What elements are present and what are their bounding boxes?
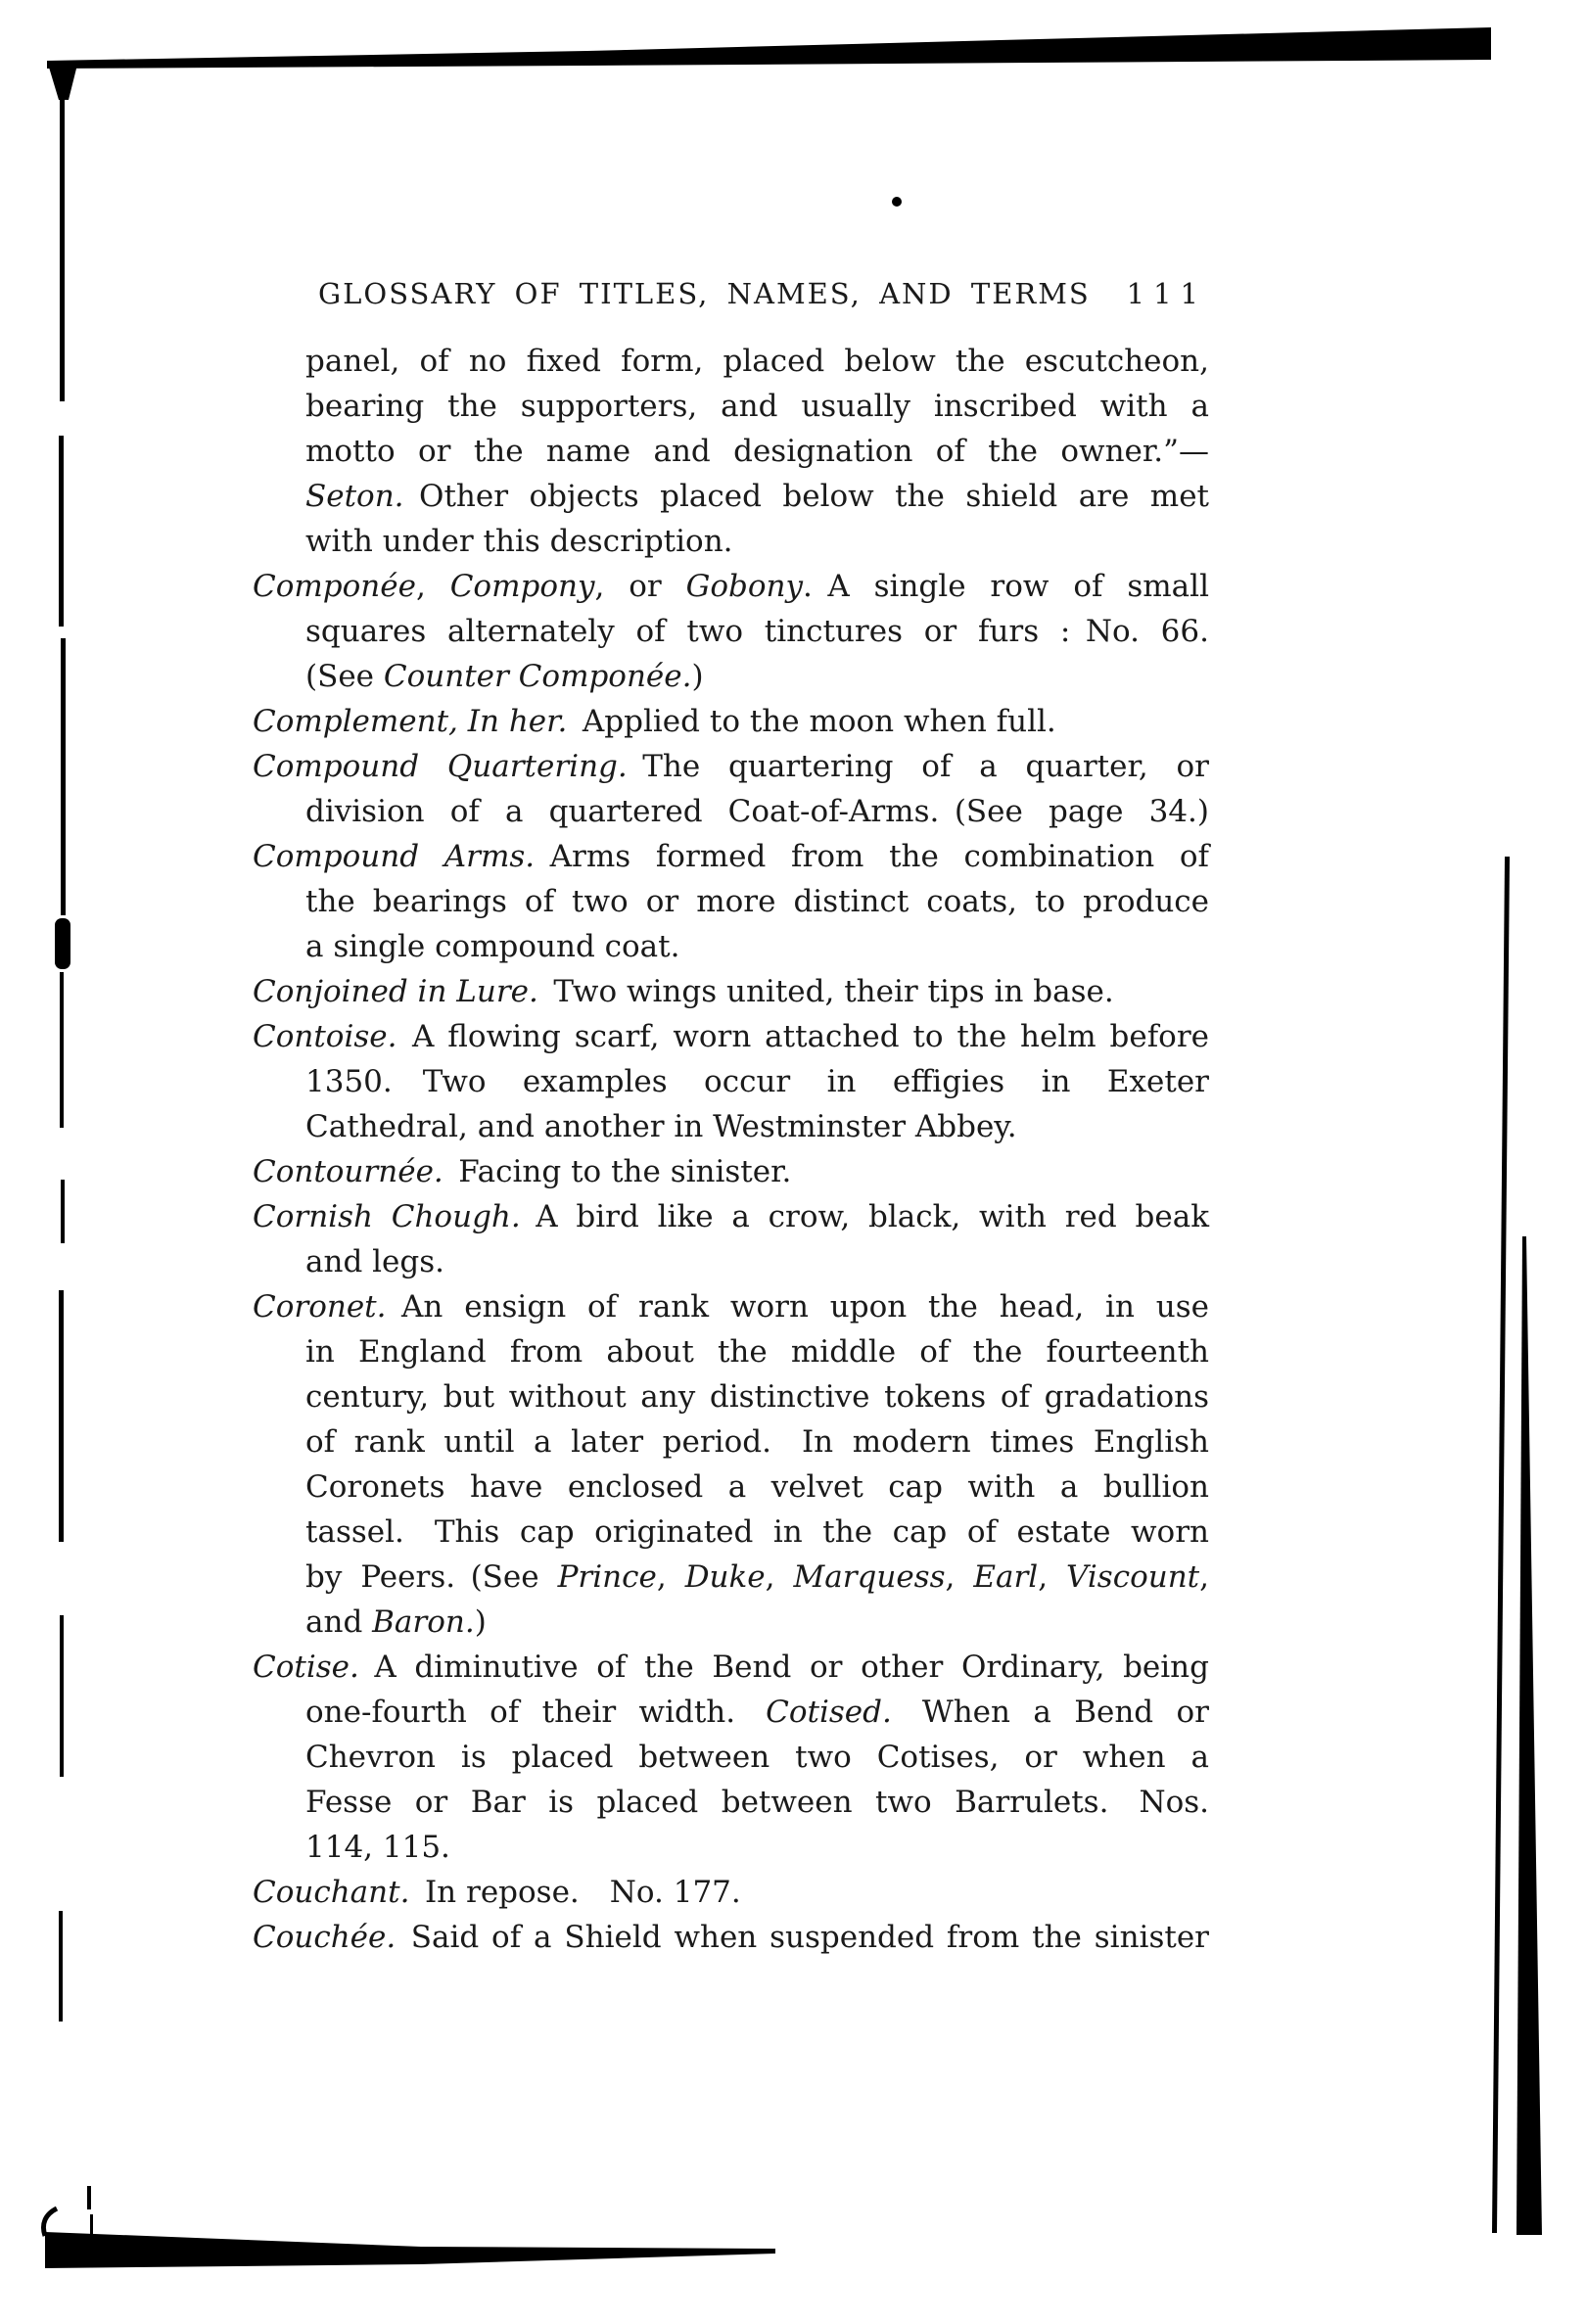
glossary-body-text: , [415,569,450,604]
text-line [253,1915,1209,1960]
text-line [305,1104,1209,1149]
glossary-term-text: Viscount [1066,1559,1200,1595]
page-header [318,277,1207,310]
scan-artifact-top-band [47,27,1491,69]
page-number: 111 [1126,277,1207,310]
glossary-body-text: Fesse or Bar is placed between two Barrulets. Nos. [305,1785,1209,1820]
glossary-body-text: motto or the name and designation of the owner.”— [305,434,1209,469]
glossary-term-text: Contoise. [253,1019,397,1054]
glossary-body-text: Coronets have enclosed a velvet cap with a bullion [305,1469,1209,1505]
page-title: GLOSSARY OF TITLES, NAMES, AND TERMS [318,277,1091,310]
glossary-term-text: Cotised. [766,1695,892,1730]
glossary-term-text: Compound Arms. [253,839,536,874]
text-line [253,1149,1209,1194]
glossary-term-text: Seton. [305,479,404,514]
glossary-body-text: the bearings of two or more distinct coats, to produce [305,884,1209,919]
glossary-term-text: Complement, In her. [253,704,568,739]
text-line [253,969,1209,1014]
glossary-body-text: An ensign of rank worn upon the head, in use [386,1289,1209,1325]
text-line [305,339,1209,384]
glossary-body-text: , [656,1559,685,1595]
body-text [253,339,1209,1960]
glossary-body-text: , [765,1559,794,1595]
text-line [305,1555,1209,1600]
glossary-body-text: A flowing scarf, worn attached to the helm before [396,1019,1209,1054]
text-line [305,1374,1209,1419]
text-line [305,1825,1209,1870]
text-line [305,474,1209,519]
glossary-body-text: 1350. Two examples occur in effigies in Exeter [305,1064,1209,1099]
glossary-body-text: tassel. This cap originated in the cap of estate worn [305,1514,1209,1550]
glossary-body-text: in England from about the middle of the fourteenth [305,1334,1209,1370]
glossary-term-text: Cornish Chough. [253,1199,521,1234]
text-line [305,429,1209,474]
glossary-term-text: Counter Componée. [383,659,692,694]
text-line [305,1464,1209,1510]
scan-artifact-bottom-wedge [45,2232,775,2268]
text-line [305,1239,1209,1284]
text-line [305,384,1209,429]
text-line [253,1645,1209,1690]
glossary-body-text: A bird like a crow, black, with red beak [520,1199,1209,1234]
glossary-body-text: When a Bend or [891,1695,1209,1730]
glossary-body-text: division of a quartered Coat-of-Arms. (See page 34.) [305,794,1209,829]
text-line [305,654,1209,699]
glossary-term-text: Componée [253,569,416,604]
text-line [305,1600,1209,1645]
glossary-body-text: ) [474,1604,487,1640]
text-line [253,1870,1209,1915]
scan-artifact-left-binding-line [55,62,93,2242]
text-line [305,1419,1209,1464]
glossary-body-text: a single compound coat. [305,929,680,964]
scan-artifact-ink-dot [892,197,902,207]
text-line [305,1735,1209,1780]
text-line [305,609,1209,654]
glossary-body-text: bearing the supporters, and usually inscribed with a [305,389,1209,424]
glossary-term-text: Conjoined in Lure. [253,974,538,1009]
glossary-body-text: and [305,1604,373,1640]
glossary-term-text: Gobony [685,569,804,604]
glossary-term-text: Couchant. [253,1875,410,1910]
glossary-term-text: Duke [684,1559,766,1595]
text-line [305,924,1209,969]
scan-artifact-top-left-corner [47,61,78,100]
glossary-body-text: , or [594,569,686,604]
glossary-term-text: Compony [449,569,595,604]
glossary-body-text: squares alternately of two tinctures or furs : No. 66. [305,614,1209,649]
text-line [253,1284,1209,1329]
text-line [305,879,1209,924]
glossary-body-text: panel, of no fixed form, placed below the escutcheon, [305,344,1209,379]
glossary-term-text: Marquess [793,1559,946,1595]
glossary-body-text: century, but without any distinctive tokens of gradations [305,1379,1209,1415]
glossary-body-text: Other objects placed below the shield are met [403,479,1209,514]
glossary-body-text: and legs. [305,1244,445,1279]
glossary-body-text: Cathedral, and another in Westminster Abbey. [305,1109,1017,1144]
glossary-body-text: The quartering of a quarter, or [627,749,1209,784]
text-line [305,1059,1209,1104]
text-line [253,564,1209,609]
glossary-body-text: with under this description. [305,524,733,559]
text-line [305,1780,1209,1825]
glossary-body-text: , [1199,1559,1209,1595]
glossary-term-text: Cotise. [253,1650,359,1685]
text-line [305,1690,1209,1735]
glossary-body-text: A diminutive of the Bend or other Ordinary, being [358,1650,1209,1685]
text-line [305,1510,1209,1555]
glossary-body-text: 114, 115. [305,1830,450,1865]
glossary-body-text: ) [691,659,704,694]
glossary-body-text: Applied to the moon when full. [567,704,1056,739]
glossary-body-text: of rank until a later period. In modern times English [305,1424,1209,1460]
text-line [253,1014,1209,1059]
glossary-term-text: Earl [973,1559,1039,1595]
glossary-term-text: Couchée. [253,1920,396,1955]
glossary-body-text: , [945,1559,974,1595]
glossary-term-text: Compound Quartering. [253,749,628,784]
glossary-term-text: Coronet. [253,1289,387,1325]
glossary-body-text: Arms formed from the combination of [535,839,1209,874]
scan-artifact-right-line [1492,857,1510,2233]
glossary-body-text: Facing to the sinister. [443,1154,792,1189]
glossary-term-text: Prince [557,1559,657,1595]
text-line [253,699,1209,744]
glossary-body-text: (See [305,659,384,694]
scan-artifact-bottom-curl [44,2208,58,2236]
glossary-body-text: Said of a Shield when suspended from the sinister [396,1920,1209,1955]
scan-artifact-right-bar [1516,1236,1542,2235]
text-line [253,1194,1209,1239]
text-line [253,834,1209,879]
text-line [305,519,1209,564]
glossary-body-text: In repose. No. 177. [409,1875,741,1910]
glossary-body-text: , [1038,1559,1067,1595]
glossary-body-text: Two wings united, their tips in base. [537,974,1114,1009]
glossary-body-text: by Peers. (See [305,1559,558,1595]
glossary-body-text: Chevron is placed between two Cotises, or when a [305,1740,1209,1775]
text-line [305,789,1209,834]
text-line [253,744,1209,789]
text-line [305,1329,1209,1374]
glossary-body-text: . A single row of small [803,569,1209,604]
glossary-term-text: Contournée. [253,1154,443,1189]
glossary-body-text: one-fourth of their width. [305,1695,767,1730]
glossary-term-text: Baron. [372,1604,475,1640]
